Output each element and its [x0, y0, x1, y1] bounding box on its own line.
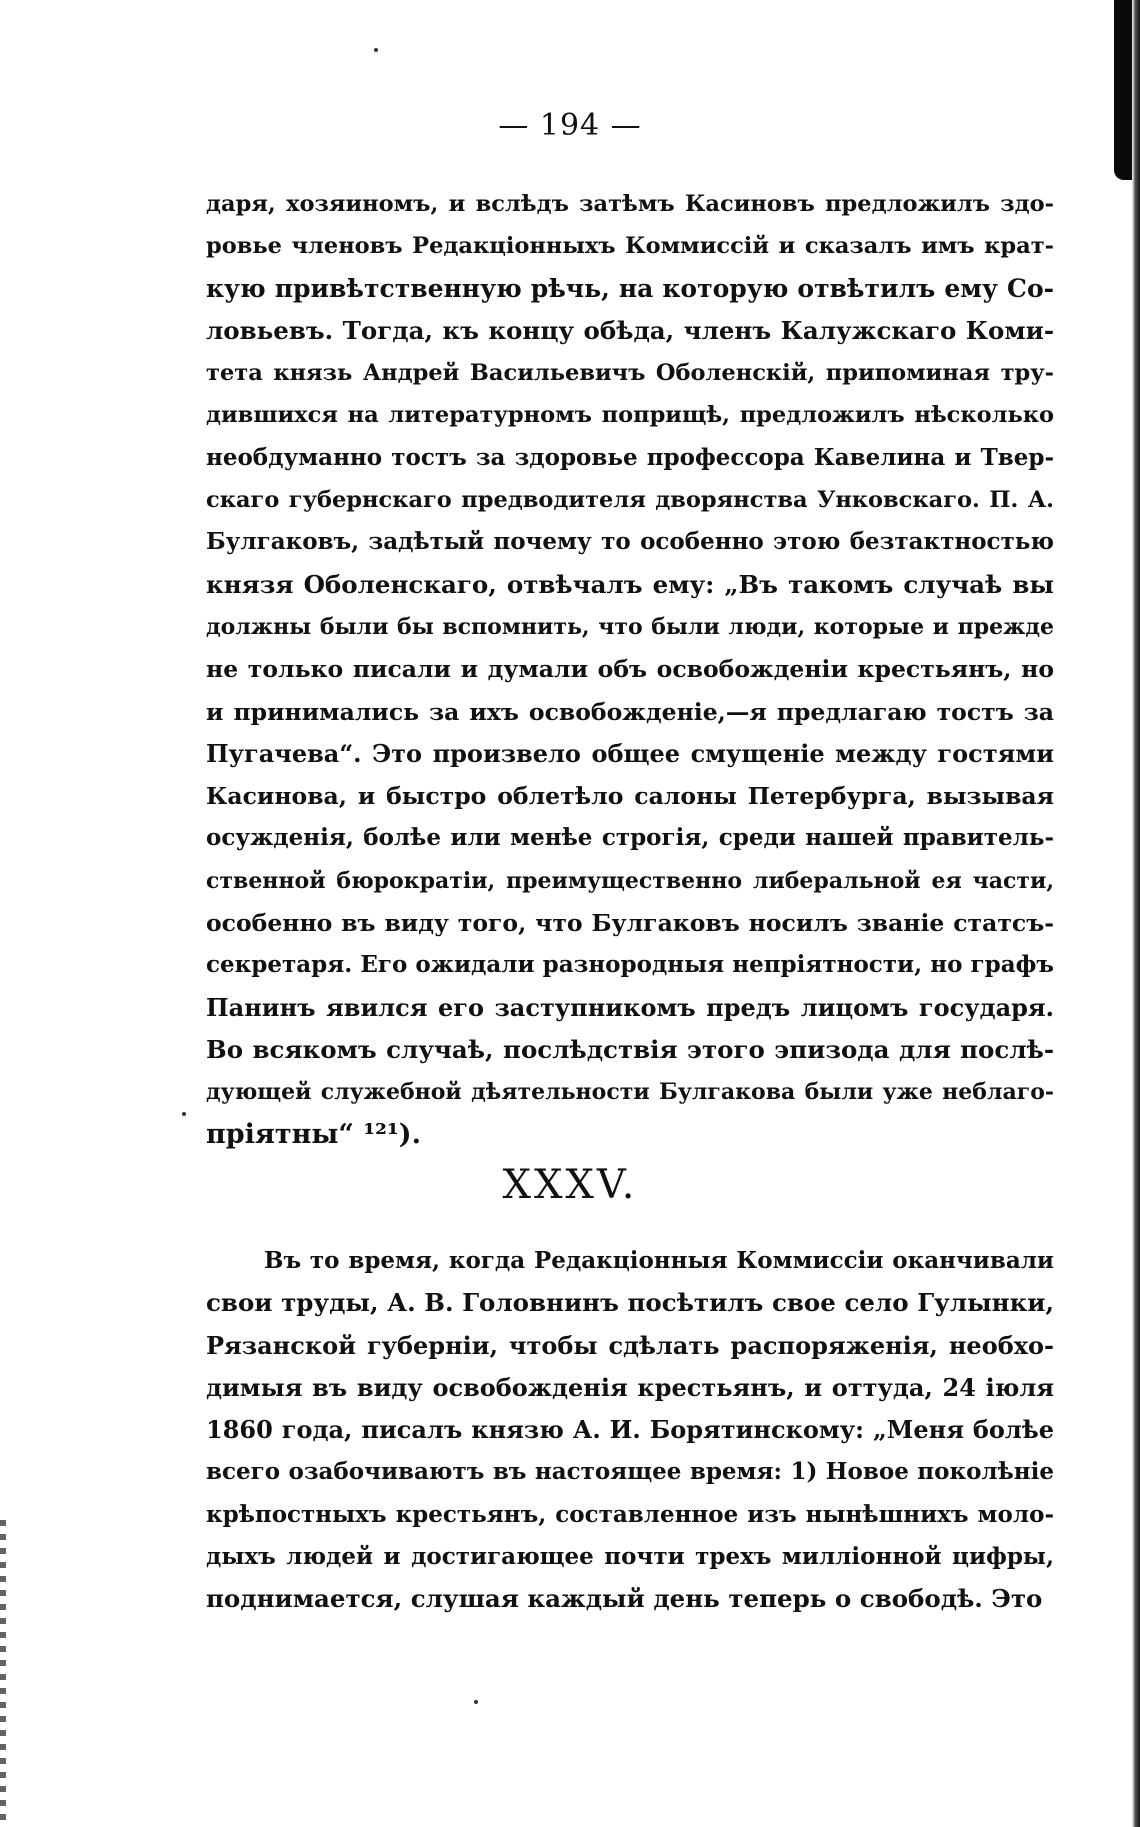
text-line: ловьевъ. Тогда, къ концу обѣда, членъ Калужскаго Коми- [206, 315, 1054, 345]
text-line: и принимались за ихъ освобожденіе,—я предлагаю тостъ за [206, 697, 1054, 726]
text-line: дующей служебной дѣятельности Булгакова были уже неблаго- [206, 1079, 1054, 1106]
text-line: скаго губернскаго предводителя дворянства Унковскаго. П. А. [206, 487, 1054, 514]
section-heading: XXXV. [502, 1162, 638, 1208]
text-line: тета князь Андрей Васильевичъ Оболенскій, припоминая тру- [206, 360, 1054, 387]
text-line: осужденія, болѣе или менѣе строгія, среди нашей правитель- [206, 824, 1054, 852]
text-line: ровье членовъ Редакціонныхъ Коммиссій и сказалъ имъ крат- [206, 233, 1054, 260]
text-line: должны были бы вспомнить, что были люди, которые и прежде [206, 613, 1054, 640]
paragraph-1 [206, 183, 1054, 1156]
text-line: даря, хозяиномъ, и вслѣдъ затѣмъ Касиновъ предложилъ здо- [206, 191, 1054, 217]
text-line: Рязанской губерніи, чтобы сдѣлать распоряженія, необхо- [206, 1330, 1054, 1360]
text-line: князя Оболенскаго, отвѣчалъ ему: „Въ такомъ случаѣ вы [206, 569, 1054, 599]
text-line: не только писали и думали объ освобожденіи крестьянъ, но [206, 655, 1054, 684]
text-line: Во всякомъ случаѣ, послѣдствія этого эпизода для послѣ- [206, 1034, 1054, 1064]
text-line: димыя въ виду освобожденія крестьянъ, и оттуда, 24 іюля [206, 1372, 1054, 1402]
scan-speck [474, 1700, 478, 1704]
text-line: крѣпостныхъ крестьянъ, составленное изъ нынѣшнихъ моло- [206, 1500, 1054, 1528]
scan-edge-right [1132, 0, 1140, 1827]
text-line: дившихся на литературномъ поприщѣ, предложилъ нѣсколько [206, 402, 1054, 429]
text-line: пріятны“ ¹²¹). [206, 1118, 421, 1150]
text-line: дыхъ людей и достигающее почти трехъ милліонной цифры, [206, 1543, 1054, 1571]
text-line: кую привѣтственную рѣчь, на которую отвѣтилъ ему Со- [206, 273, 1054, 303]
scan-edge-left [0, 1520, 6, 1820]
text-line: ственной бюрократіи, преимущественно либеральной ея части, [206, 867, 1054, 894]
text-line: Панинъ явился его заступникомъ предъ лицомъ государя. [206, 992, 1054, 1022]
page-number: — 194 — [498, 108, 642, 143]
text-line: всего озабочиваютъ въ настоящее время: 1) Новое поколѣніе [206, 1458, 1054, 1486]
text-line: необдуманно тостъ за здоровье профессора Кавелина и Твер- [206, 443, 1054, 471]
text-line: Пугачева“. Это произвело общее смущеніе между гостями [206, 738, 1054, 768]
text-line: свои труды, А. В. Головнинъ посѣтилъ свое село Гулынки, [206, 1288, 1054, 1318]
text-line: поднимается, слушая каждый день теперь о свободѣ. Это [206, 1584, 1043, 1614]
text-line: секретаря. Его ожидали разнородныя непріятности, но графъ [206, 951, 1054, 979]
scan-speck [182, 1112, 186, 1116]
text-line: 1860 года, писалъ князю А. И. Борятинскому: „Меня болѣе [206, 1415, 1054, 1445]
text-line: Булгаковъ, задѣтый почему то особенно этою безтактностью [206, 528, 1054, 556]
text-line: Въ то время, когда Редакціонныя Коммиссіи оканчивали [264, 1247, 1054, 1274]
paragraph-2 [206, 1240, 1054, 1621]
text-line: Касинова, и быстро облетѣло салоны Петербурга, вызывая [206, 782, 1054, 811]
text-line: особенно въ виду того, что Булгаковъ носилъ званіе статсъ- [206, 909, 1054, 938]
scan-speck [374, 48, 378, 52]
